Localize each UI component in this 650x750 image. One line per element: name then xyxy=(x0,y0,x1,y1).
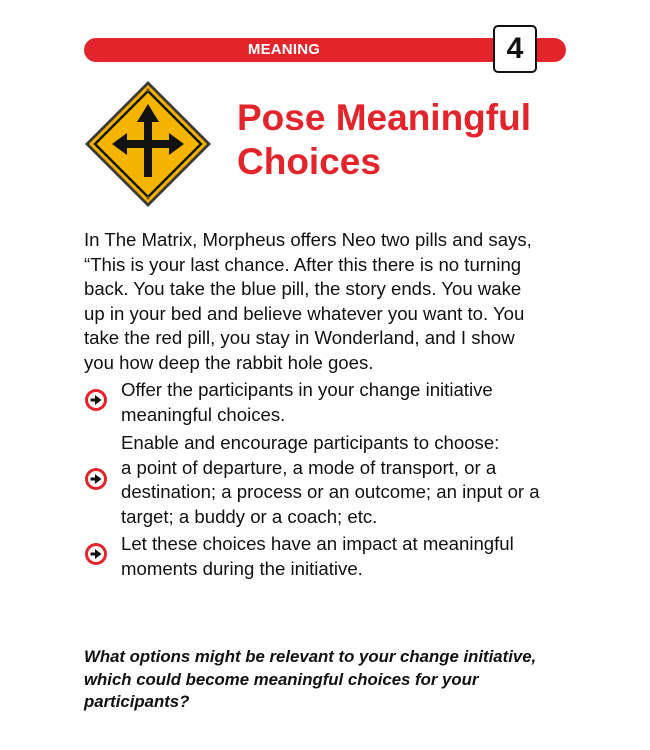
intro-line: “This is your last chance. After this there is no turning xyxy=(84,253,522,275)
card-title-line-1: Pose Meaningful xyxy=(237,97,531,138)
bullet-text xyxy=(121,378,571,427)
intro-line: up in your bed and believe whatever you want to. You xyxy=(84,302,525,324)
arrow-right-circle-icon xyxy=(84,542,108,566)
bullet-line: a point of departure, a mode of transport, or a xyxy=(121,456,497,478)
bullet-line: Offer the participants in your change initiative xyxy=(121,379,493,400)
bullet-line: moments during the initiative. xyxy=(121,557,363,579)
question-line: What options might be relevant to your change initiative, xyxy=(84,647,537,666)
branching-arrows-road-sign-icon xyxy=(82,78,214,210)
arrow-right-circle-icon xyxy=(84,467,108,491)
card-title-line-2: Choices xyxy=(237,141,381,182)
intro-line: back. You take the blue pill, the story ends. You wake xyxy=(84,278,522,299)
bullet-line: Enable and encourage participants to choose: xyxy=(121,432,500,453)
bullet-line: meaningful choices. xyxy=(121,403,286,425)
bullet-line: Let these choices have an impact at meaningful xyxy=(121,533,514,554)
card-number-badge: 4 xyxy=(493,25,537,73)
intro-line: take the red pill, you stay in Wonderland, and I show xyxy=(84,327,515,348)
bullet-line: target; a buddy or a coach; etc. xyxy=(121,505,378,527)
category-label: MEANING xyxy=(247,41,321,58)
intro-line: you how deep the rabbit hole goes. xyxy=(84,351,374,373)
reflection-question xyxy=(84,646,574,714)
bullet-text xyxy=(121,532,571,581)
question-line: which could become meaningful choices for your xyxy=(84,669,479,689)
intro-paragraph xyxy=(84,228,574,375)
question-line: participants? xyxy=(84,692,190,711)
intro-line: In The Matrix, Morpheus offers Neo two pills and says, xyxy=(84,229,532,250)
bullet-text xyxy=(121,431,571,529)
arrow-right-circle-icon xyxy=(84,388,108,412)
card-title xyxy=(237,96,577,184)
bullet-line: destination; a process or an outcome; an input or a xyxy=(121,481,540,502)
